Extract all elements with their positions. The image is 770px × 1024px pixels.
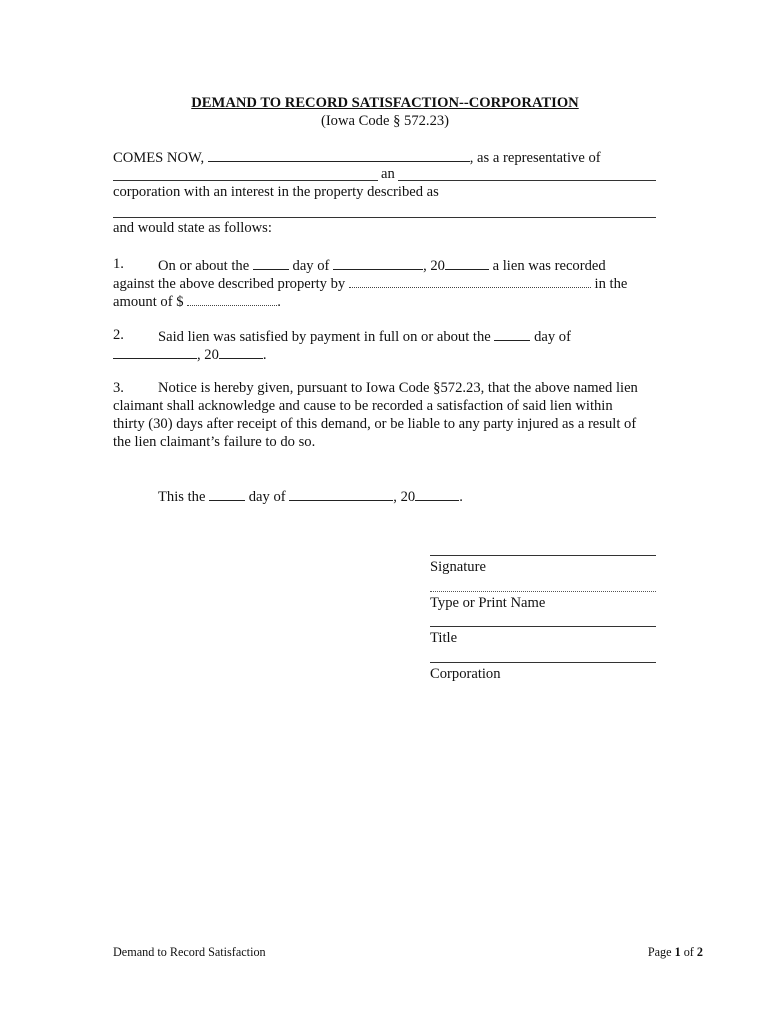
- item-1-number: 1.: [113, 256, 124, 272]
- dated-text-c: , 20: [393, 489, 416, 505]
- item-1-text-f: in the: [594, 276, 628, 292]
- dated-day-blank[interactable]: [209, 486, 245, 501]
- item-2-number: 2.: [113, 327, 124, 343]
- item-1-text-h: .: [277, 294, 281, 310]
- representative-name-blank[interactable]: [208, 147, 470, 162]
- comes-now-line: [113, 147, 601, 167]
- item-2-text-a: Said lien was satisfied by payment in full on or about the: [158, 329, 491, 345]
- item-2-text-c: , 20: [197, 347, 219, 363]
- item-2-text-b: day of: [534, 329, 571, 345]
- signature-line[interactable]: [430, 555, 656, 556]
- item-2-day-blank[interactable]: [494, 326, 530, 341]
- document-title: DEMAND TO RECORD SATISFACTION--CORPORATION: [191, 95, 579, 111]
- dated-text-a: This the: [158, 489, 206, 505]
- item-1-line-3: [113, 291, 281, 311]
- item-2-line-1: [158, 326, 571, 346]
- item-1-month-blank[interactable]: [333, 255, 423, 270]
- signature-label: Signature: [430, 559, 486, 575]
- item-1-text-b: day of: [292, 258, 330, 274]
- comes-now-text: COMES NOW,: [113, 150, 205, 166]
- dated-year-blank[interactable]: [415, 486, 459, 501]
- item-1-text-d: a lien was recorded: [492, 258, 606, 274]
- item-1-text-a: On or about the: [158, 258, 250, 274]
- dated-text-b: day of: [248, 489, 286, 505]
- dated-text-d: .: [459, 489, 463, 505]
- dated-line: [158, 486, 463, 506]
- item-1-year-blank[interactable]: [445, 255, 489, 270]
- printed-name-line[interactable]: [430, 591, 656, 592]
- corporation-state-blank[interactable]: [398, 180, 656, 181]
- as-representative-text: , as a representative of: [469, 150, 601, 166]
- item-2-text-d: .: [262, 347, 267, 363]
- item-3-line-2: claimant shall acknowledge and cause to be recorded a satisfaction of said lien within: [113, 398, 613, 414]
- corporation-label: Corporation: [430, 666, 501, 682]
- dated-month-blank[interactable]: [289, 486, 393, 501]
- property-description-blank[interactable]: [113, 217, 656, 218]
- corporation-line[interactable]: [430, 662, 656, 663]
- footer-page-number: [600, 944, 703, 960]
- an-text: an: [381, 166, 395, 182]
- item-1-line-2: [113, 273, 627, 293]
- item-3-line-3: thirty (30) days after receipt of this demand, or be liable to any party injured as a result of: [113, 416, 637, 432]
- item-3-line-1: Notice is hereby given, pursuant to Iowa Code §572.23, that the above named lien: [158, 380, 638, 396]
- title-label: Title: [430, 630, 458, 646]
- title-line[interactable]: [430, 626, 656, 627]
- lien-claimant-blank[interactable]: [349, 273, 591, 288]
- item-2-line-2: [113, 344, 267, 364]
- footer-document-name: Demand to Record Satisfaction: [113, 945, 266, 959]
- item-3-number: 3.: [113, 380, 124, 396]
- item-1-line-1: [158, 255, 606, 275]
- item-1-text-c: , 20: [423, 258, 445, 274]
- page-current: 1: [674, 945, 681, 959]
- page-word: Page: [647, 945, 672, 959]
- item-3-line-4: the lien claimant’s failure to do so.: [113, 434, 316, 450]
- document-subtitle: (Iowa Code § 572.23): [320, 113, 450, 129]
- item-1-day-blank[interactable]: [253, 255, 289, 270]
- item-2-month-blank[interactable]: [113, 344, 197, 359]
- lien-amount-blank[interactable]: [187, 291, 277, 306]
- state-follows-text: and would state as follows:: [113, 220, 272, 236]
- of-word: of: [683, 945, 694, 959]
- item-2-year-blank[interactable]: [219, 344, 263, 359]
- item-1-text-g: amount of $: [113, 294, 184, 310]
- printed-name-label: Type or Print Name: [430, 595, 546, 611]
- corporation-name-blank[interactable]: [113, 180, 378, 181]
- corporation-interest-text: corporation with an interest in the property described as: [113, 184, 439, 200]
- item-1-text-e: against the above described property by: [113, 276, 346, 292]
- page-total: 2: [696, 945, 703, 959]
